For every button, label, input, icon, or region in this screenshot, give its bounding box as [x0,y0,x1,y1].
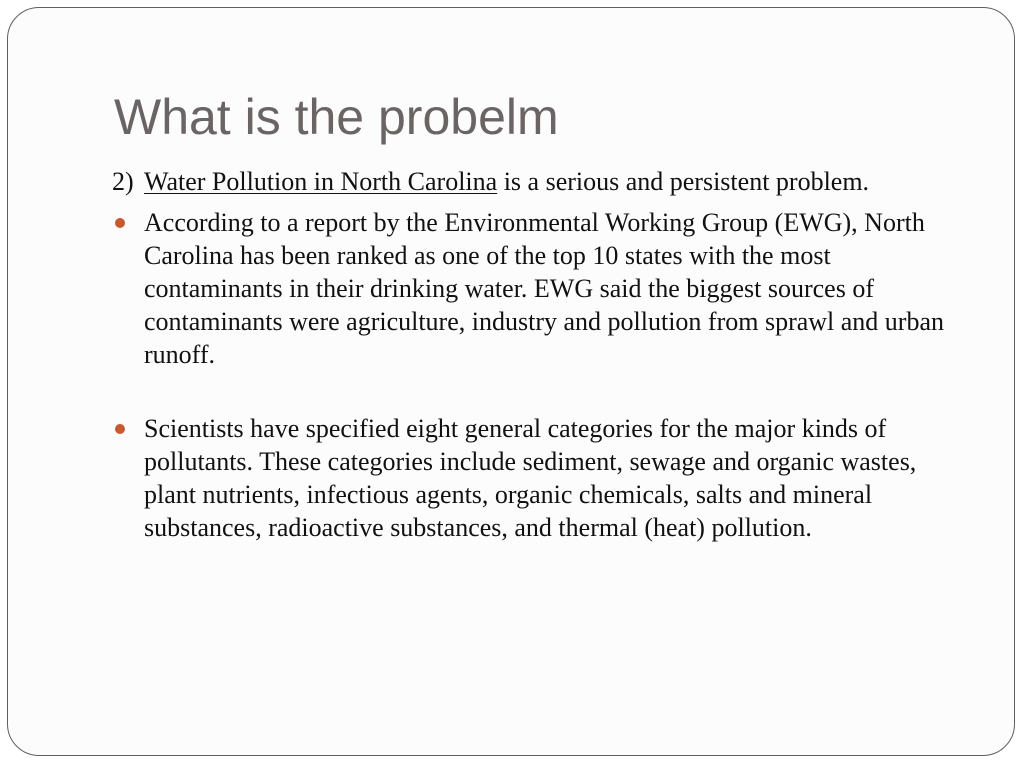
bullet-item-pollutant-categories [112,412,972,544]
numbered-item [112,165,972,198]
bullet-dot-icon [115,218,125,228]
water-pollution-link[interactable]: Water Pollution in North Carolina [144,167,498,196]
slide-body [112,165,972,544]
item-number: 2) [112,167,134,196]
bullet-text: Scientists have specified eight general categories for the major kinds of pollutants. These categories include sediment, sewage and organic wastes, plant nutrients, infectious agents, organic chemicals, salts and mineral substances, radioactive substances, and thermal (heat) pollution. [144,414,917,542]
item-text-rest: is a serious and persistent problem. [497,167,870,196]
bullet-item-ewg-report [112,206,972,371]
bullet-text: According to a report by the Environmental Working Group (EWG), North Carolina has been ranked as one of the top 10 states with the most contaminants in their drinking water. EWG said the biggest sources of contaminants were agriculture, industry and pollution from sprawl and urban runoff. [144,208,945,369]
slide-title: What is the probelm [114,89,559,145]
bullet-dot-icon [115,424,125,434]
item-text [144,167,869,196]
